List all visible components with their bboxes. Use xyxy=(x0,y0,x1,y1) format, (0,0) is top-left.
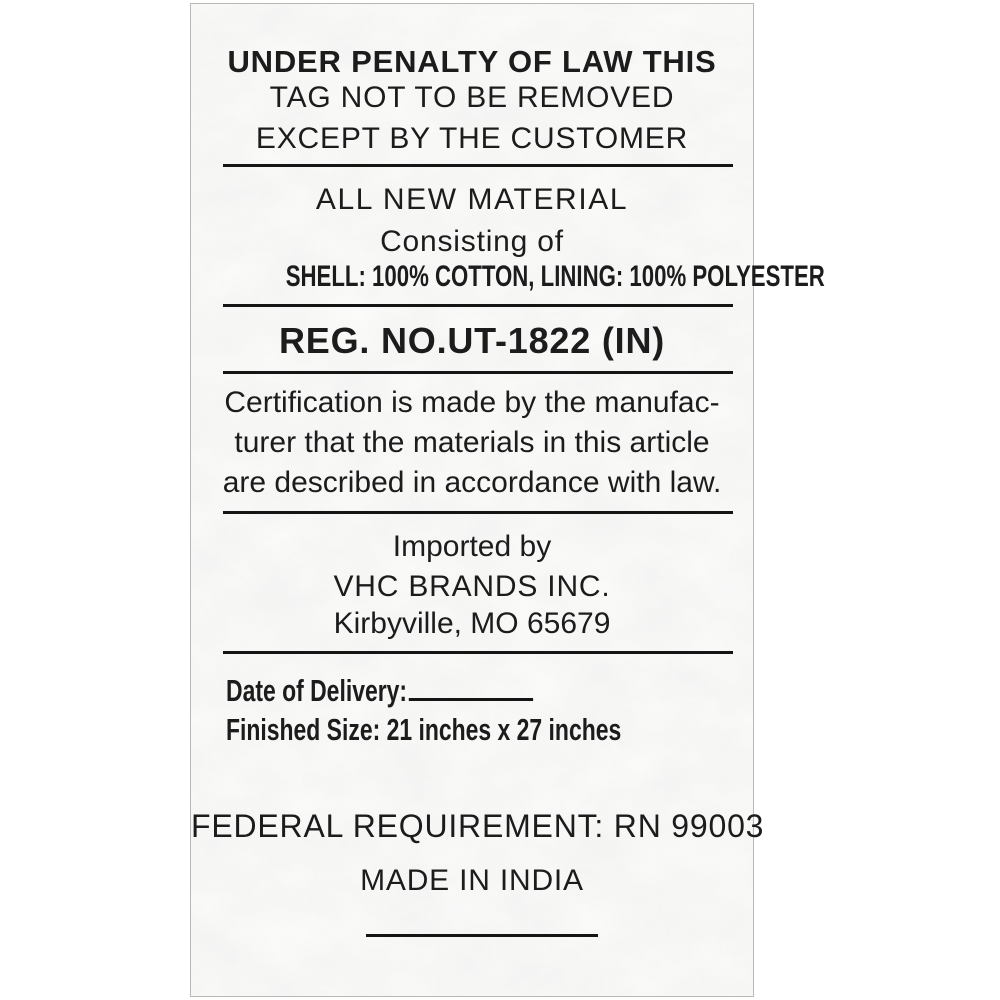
registration-number: REG. NO.UT-1822 (IN) xyxy=(278,320,666,361)
section-divider-1 xyxy=(223,164,733,167)
date-of-delivery-blank xyxy=(409,672,533,701)
shell-lining-text: SHELL: 100% COTTON, LINING: 100% POLYESTER xyxy=(285,260,825,293)
certification-line-3: are described in accordance with law. xyxy=(222,466,722,499)
date-of-delivery-label: Date of Delivery: xyxy=(226,672,533,706)
importer-line-1: Imported by xyxy=(392,530,552,563)
federal-requirement: FEDERAL REQUIREMENT: RN 99003 xyxy=(191,808,765,844)
certification-line-1: Certification is made by the manufac- xyxy=(224,386,720,419)
section-divider-4 xyxy=(223,511,733,514)
material-content-line xyxy=(191,260,825,293)
certification-line-2: turer that the materials in this article xyxy=(234,426,710,459)
material-line-1: ALL NEW MATERIAL xyxy=(315,183,629,216)
law-label-tag xyxy=(190,3,825,997)
made-in-origin: MADE IN INDIA xyxy=(360,864,584,897)
penalty-heading-line-2: TAG NOT TO BE REMOVED xyxy=(269,81,675,114)
section-divider-2 xyxy=(223,304,733,307)
penalty-heading-line-1: UNDER PENALTY OF LAW THIS xyxy=(227,44,717,79)
finished-size-row xyxy=(226,714,760,745)
importer-address: Kirbyville, MO 65679 xyxy=(333,607,611,640)
penalty-heading-line-3: EXCEPT BY THE CUSTOMER xyxy=(255,122,689,155)
section-divider-3 xyxy=(223,371,733,374)
date-of-delivery-row xyxy=(226,672,641,706)
bottom-signature-line xyxy=(366,934,598,937)
finished-size-label: Finished Size: 21 inches x 27 inches xyxy=(226,712,622,747)
material-line-2: Consisting of xyxy=(380,225,564,258)
importer-name: VHC BRANDS INC. xyxy=(333,570,611,603)
section-divider-5 xyxy=(223,651,733,654)
